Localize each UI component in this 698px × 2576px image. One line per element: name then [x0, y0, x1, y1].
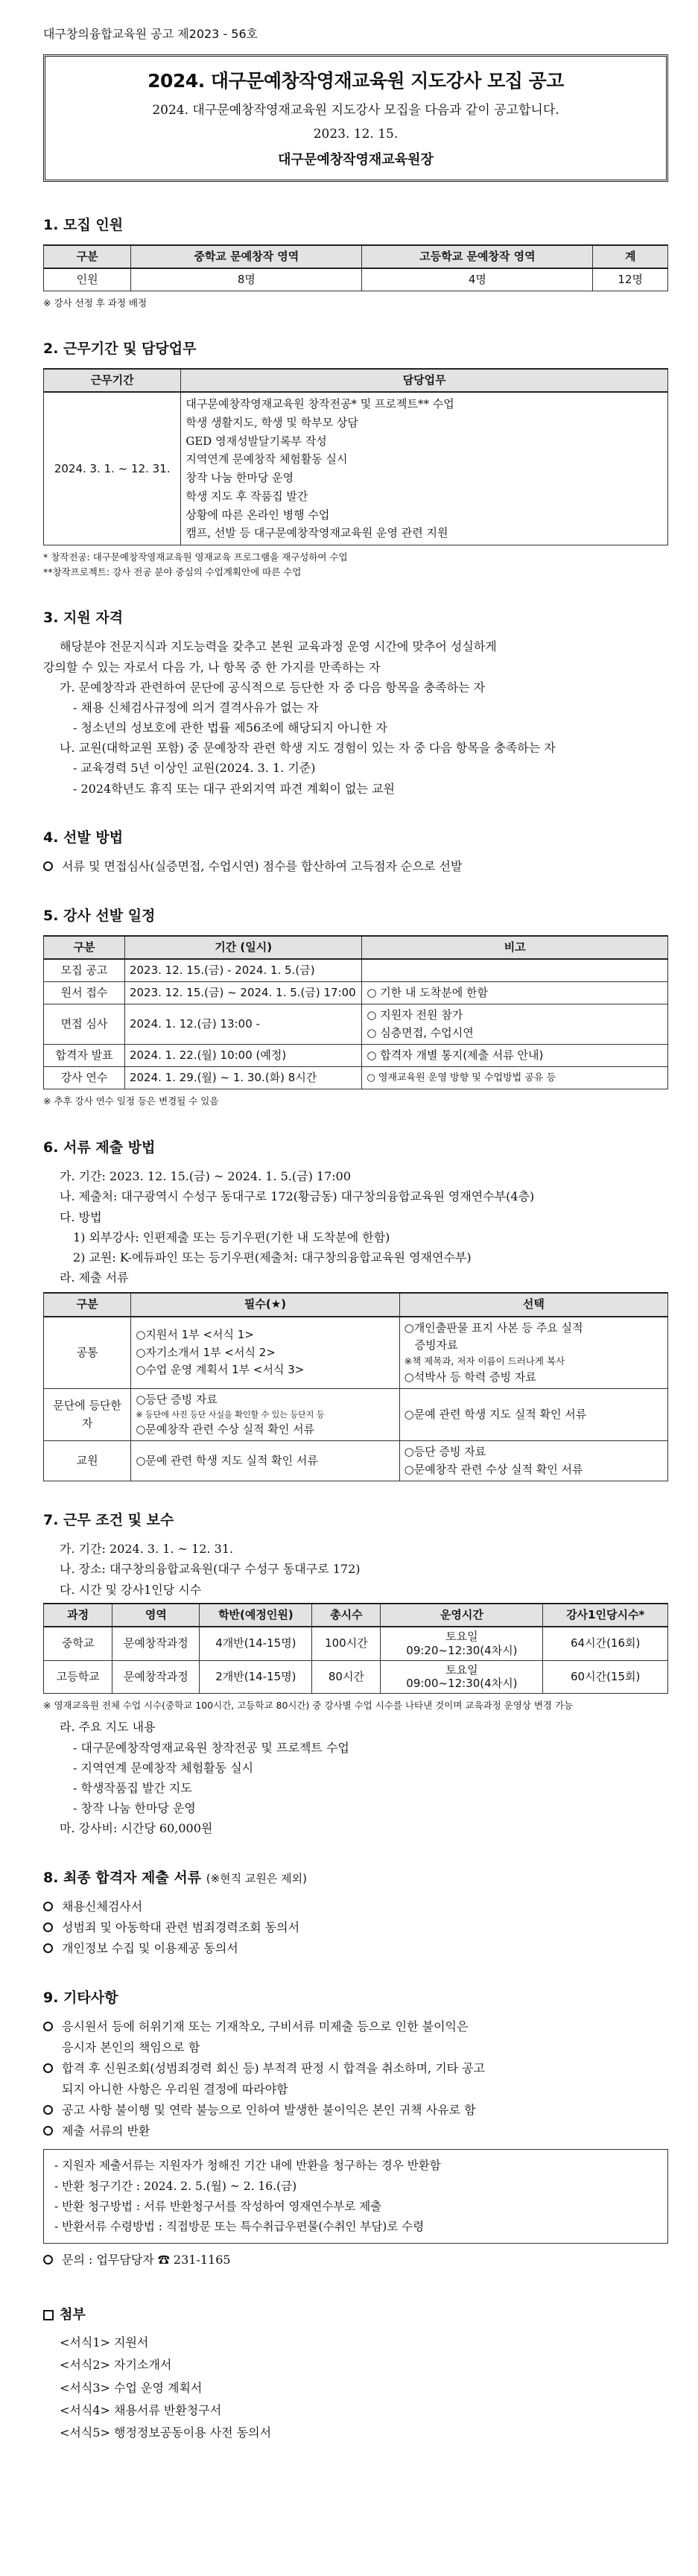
table-cell: 교원 [44, 1441, 131, 1481]
misc-text [62, 2058, 668, 2100]
attachment-item: <서식5> 행정정보공동이용 사전 동의서 [60, 2425, 272, 2440]
table-cell: ○ 기한 내 도착분에 한함 [362, 982, 668, 1004]
doc-item: ※책 제목과, 저자 이름이 드러나게 복사 [404, 1355, 565, 1367]
section-final-docs-title [43, 1867, 668, 1889]
table-row [44, 268, 668, 291]
conditions-line: - 창작 나눔 한마당 운영 [73, 1801, 196, 1816]
table-header: 구분 [44, 1293, 131, 1316]
attachments-list [43, 2332, 668, 2445]
table-row [44, 1317, 668, 1389]
misc-line: 공고 사항 불이행 및 연락 불능으로 인하여 발생한 불이익은 본인 귀책 사유로 함 [62, 2103, 476, 2118]
submission-line: 2) 교원: K-에듀파인 또는 등기우편(제출처: 대구창의융합교육원 영재연수부) [73, 1250, 472, 1265]
table-cell: 인원 [44, 268, 131, 291]
table-cell [362, 959, 668, 982]
time-text: 09:00~12:30(4차시) [406, 1677, 518, 1691]
section-selection-method-title: 4. 선발 방법 [43, 829, 124, 846]
doc-item: ○수업 운영 계획서 1부 <서식 3> [136, 1362, 305, 1376]
table-row [44, 1044, 668, 1066]
optional-docs [399, 1317, 667, 1389]
table-cell: 4명 [362, 268, 593, 291]
final-doc-text: 채용신체검사서 [62, 1899, 143, 1914]
return-info-box [43, 2149, 668, 2244]
return-line: - 반환 청구방법 : 서류 반환청구서를 작성하여 영재연수부로 제출 [54, 2199, 382, 2213]
final-doc-item [43, 1938, 668, 1959]
qualification-line: - 2024학년도 휴직 또는 대구 관외지역 파견 계획이 없는 교원 [73, 781, 395, 796]
section-conditions-title: 7. 근무 조건 및 보수 [43, 1511, 174, 1528]
doc-item: 증빙자료 [414, 1338, 458, 1352]
table-row [44, 392, 668, 545]
doc-item: ○개인출판물 표지 사본 등 주요 실적 [404, 1320, 583, 1335]
attachment-item: <서식3> 수업 운영 계획서 [60, 2380, 203, 2395]
misc-text [62, 2016, 668, 2058]
qualification-line: 강의할 수 있는 자로서 다음 가, 나 항목 중 한 가지를 만족하는 자 [43, 659, 381, 674]
title-box [43, 54, 668, 182]
table-header: 구분 [44, 936, 125, 959]
table-cell: 8명 [131, 268, 362, 291]
required-docs [131, 1317, 399, 1389]
conditions-line: 마. 강사비: 시간당 60,000원 [60, 1821, 213, 1836]
table-cell [381, 1660, 543, 1694]
inquiry [43, 2250, 668, 2270]
misc-item [43, 2058, 668, 2100]
table-cell: 공통 [44, 1317, 131, 1389]
table-header: 필수(★) [131, 1293, 399, 1316]
misc-line: 제출 서류의 반환 [62, 2124, 150, 2139]
table-cell: 문예창작과정 [112, 1627, 200, 1660]
table-cell: 문예창작과정 [112, 1660, 200, 1694]
table-cell: 문단에 등단한 자 [44, 1388, 131, 1441]
doc-item: ○문예창작 관련 수상 실적 확인 서류 [404, 1462, 583, 1476]
table-cell: ○ 합격자 개별 통지(제출 서류 안내) [362, 1044, 668, 1066]
submission-line: 1) 외부강사: 인편제출 또는 등기우편(기한 내 도착분에 한함) [73, 1230, 390, 1244]
table-cell: 60시간(15회) [543, 1660, 668, 1694]
duty-item: 학생 지도 후 작품집 발간 [185, 489, 308, 503]
table-cell: 80시간 [312, 1660, 381, 1694]
table-cell: 2024. 1. 22.(월) 10:00 (예정) [124, 1044, 361, 1066]
section-qualification-title: 3. 지원 자격 [43, 609, 124, 626]
section-misc-title: 9. 기타사항 [43, 1989, 118, 2006]
table-header: 총시수 [312, 1604, 381, 1627]
return-line: - 지원자 제출서류는 지원자가 청해진 기간 내에 반환을 청구하는 경우 반환함 [54, 2159, 441, 2173]
hours-table [43, 1603, 668, 1694]
doc-item: ※ 등단에 사진 등단 사실을 확인할 수 있는 등단지 등 [136, 1410, 325, 1420]
qualification-line: - 교육경력 5년 이상인 교원(2024. 3. 1. 기준) [73, 761, 316, 776]
doc-item: ○문예 관련 학생 지도 실적 확인 서류 [136, 1453, 318, 1467]
conditions-line: 라. 주요 지도 내용 [60, 1720, 156, 1735]
circle-bullet-icon [43, 2255, 53, 2265]
attachments-title [43, 2305, 668, 2326]
misc-line: 되지 아니한 사항은 우리원 결정에 따라야함 [62, 2082, 288, 2097]
inquiry-text: 문의 : 업무담당자 ☎ 231-1165 [62, 2252, 231, 2267]
work-period: 2024. 3. 1. ~ 12. 31. [44, 392, 181, 545]
hours-note: ※ 영재교육원 전체 수업 시수(중학교 100시간, 고등학교 80시간) 중 강사별 수업 시수를 나타낸 것이며 교육과정 운영상 변경 가능 [43, 1700, 574, 1712]
table-row [44, 1660, 668, 1694]
table-cell: 64시간(16회) [543, 1627, 668, 1660]
misc-line: 합격 후 신원조회(성범죄경력 회신 등) 부적격 판정 시 합격을 취소하며, 기타 공고 [62, 2061, 486, 2076]
doc-item: ○자기소개서 1부 <서식 2> [136, 1345, 276, 1359]
duty-item: 창작 나눔 한마당 운영 [185, 471, 294, 485]
recruitment-note: ※ 강사 선정 후 과정 배정 [43, 297, 147, 309]
duty-item: 대구문예창작영재교육원 창작전공* 및 프로젝트** 수업 [185, 397, 454, 411]
qualification-line: - 청소년의 성보호에 관한 법률 제56조에 해당되지 아니한 자 [73, 721, 387, 735]
table-header: 비고 [362, 936, 668, 959]
table-header: 강사1인당시수* [543, 1604, 668, 1627]
qualification-line: 나. 교원(대학교원 포함) 중 문예창작 관련 학생 지도 경험이 있는 자 중 다음 항목을 충족하는 자 [60, 741, 556, 756]
time-text: 09:20~12:30(4차시) [406, 1643, 518, 1657]
attachments-title-text: 첨부 [60, 2306, 86, 2323]
qualification-line: - 채용 신체검사규정에 의거 결격사유가 없는 자 [73, 700, 319, 715]
doc-item: ○지원서 1부 <서식 1> [136, 1328, 254, 1342]
duties-notes [43, 550, 668, 579]
qualification-line: 해당분야 전문지식과 지도능력을 갖추고 본원 교육과정 운영 시간에 맞추어 성실하게 [60, 639, 497, 654]
duties-list [181, 392, 668, 545]
required-docs [131, 1388, 399, 1441]
table-cell: 고등학교 [44, 1660, 112, 1694]
remark-line: ○ 심층면접, 수업시연 [367, 1025, 474, 1039]
circle-bullet-icon [43, 1943, 53, 1953]
conditions-line: - 대구문예창작영재교육원 창작전공 및 프로젝트 수업 [73, 1740, 349, 1755]
table-cell: 2개반(14-15명) [200, 1660, 312, 1694]
table-row [44, 1441, 668, 1481]
required-docs [131, 1441, 399, 1481]
circle-bullet-icon [43, 1922, 53, 1932]
table-cell: 2023. 12. 15.(금) - 2024. 1. 5.(금) [124, 959, 361, 982]
table-row [44, 1388, 668, 1441]
table-header: 운영시간 [381, 1604, 543, 1627]
table-cell [381, 1627, 543, 1660]
documents-table [43, 1292, 668, 1481]
misc-item [43, 2100, 668, 2121]
circle-bullet-icon [43, 2126, 53, 2136]
doc-item: ○등단 증빙 자료 [404, 1445, 486, 1459]
optional-docs [399, 1441, 667, 1481]
circle-bullet-icon [43, 861, 53, 871]
table-cell: 4개반(14-15명) [200, 1627, 312, 1660]
section-schedule-title: 5. 강사 선발 일정 [43, 908, 156, 925]
conditions-line: 나. 장소: 대구창의융합교육원(대구 수성구 동대구로 172) [60, 1562, 361, 1577]
misc-line: 응시원서 등에 허위기재 또는 기재착오, 구비서류 미제출 등으로 인한 불이익은 [62, 2019, 469, 2034]
table-header: 학반(예정인원) [200, 1604, 312, 1627]
duty-item: 지역연계 문예창작 체험활동 실시 [185, 452, 348, 466]
table-cell: 2024. 1. 29.(월) ~ 1. 30.(화) 8시간 [124, 1067, 361, 1089]
misc-item [43, 2121, 668, 2142]
attachment-item: <서식4> 채용서류 반환청구서 [60, 2402, 222, 2417]
conditions-line: 다. 시간 및 강사1인당 시수 [60, 1582, 202, 1597]
table-cell: 합격자 발표 [44, 1044, 125, 1066]
circle-bullet-icon [43, 1902, 53, 1911]
table-cell: 중학교 [44, 1627, 112, 1660]
schedule-note: ※ 추후 강사 연수 일정 등은 변경될 수 있음 [43, 1095, 219, 1107]
submission-line: 나. 제출처: 대구광역시 수성구 동대구로 172(황금동) 대구창의융합교육원 영재연수부(4층) [60, 1189, 535, 1204]
table-row [44, 1004, 668, 1045]
final-doc-text: 성범죄 및 아동학대 관련 범죄경력조회 동의서 [62, 1920, 300, 1934]
circle-bullet-icon [43, 2063, 53, 2073]
duty-item: 상황에 따른 온라인 병행 수업 [185, 507, 330, 522]
optional-docs [399, 1388, 667, 1441]
selection-method [43, 856, 668, 877]
table-header: 기간 (일시) [124, 936, 361, 959]
attachment-item: <서식2> 자기소개서 [60, 2358, 172, 2373]
table-header: 영역 [112, 1604, 200, 1627]
remark-line: ○ 지원자 전원 참가 [367, 1008, 463, 1022]
conditions-line: - 학생작품집 발간 지도 [73, 1780, 192, 1795]
recruitment-table [43, 244, 668, 292]
misc-item [43, 2016, 668, 2058]
table-header: 과정 [44, 1604, 112, 1627]
duty-item: 캠프, 선발 등 대구문예창작영재교육원 운영 관련 지원 [185, 526, 448, 540]
duties-table [43, 368, 668, 545]
section-recruitment-title: 1. 모집 인원 [43, 217, 124, 234]
square-bullet-icon [43, 2310, 54, 2320]
submission-line: 라. 제출 서류 [60, 1270, 129, 1285]
table-header: 계 [593, 245, 668, 268]
day-text: 토요일 [445, 1630, 478, 1644]
table-cell: ○ 영재교육원 운영 방향 및 수업방법 공유 등 [362, 1067, 668, 1089]
doc-item: ○문예창작 관련 수상 실적 확인 서류 [136, 1423, 315, 1437]
qualification-line: 가. 문예창작과 관련하여 문단에 공식적으로 등단한 자 중 다음 항목을 충족하는 자 [60, 680, 486, 694]
final-doc-item [43, 1917, 668, 1938]
day-text: 토요일 [445, 1662, 478, 1677]
table-cell: 면접 심사 [44, 1004, 125, 1045]
final-docs-title-note: (※현직 교원은 제외) [206, 1871, 307, 1885]
submission-line: 다. 방법 [60, 1209, 102, 1224]
selection-method-text: 서류 및 면접심사(실증면접, 수업시연) 점수를 합산하여 고득점자 순으로 선발 [62, 859, 463, 874]
table-header: 근무기간 [44, 369, 181, 392]
duty-item: 학생 생활지도, 학생 및 학부모 상담 [185, 415, 358, 429]
doc-item: ○문예 관련 학생 지도 실적 확인 서류 [404, 1407, 587, 1421]
return-line: - 반환 청구기간 : 2024. 2. 5.(월) ~ 2. 16.(금) [54, 2179, 297, 2193]
footnote: **창작프로젝트: 강사 전공 분야 중심의 수업계획안에 따른 수업 [43, 566, 302, 577]
doc-item: ○석박사 등 학력 증빙 자료 [404, 1370, 536, 1384]
announcement-date: 2023. 12. 15. [313, 126, 399, 142]
final-doc-text: 개인정보 수집 및 이용제공 동의서 [62, 1940, 238, 1955]
table-row [44, 1067, 668, 1089]
conditions-body [43, 1539, 668, 1600]
table-header: 구분 [44, 245, 131, 268]
attachment-item: <서식1> 지원서 [60, 2335, 149, 2349]
table-cell: 12명 [593, 268, 668, 291]
table-cell: 100시간 [312, 1627, 381, 1660]
conditions-body-2 [43, 1717, 668, 1838]
final-doc-item [43, 1896, 668, 1917]
doc-item: ○등단 증빙 자료 [136, 1392, 218, 1406]
misc-line: 응시자 본인의 책임으로 함 [62, 2040, 200, 2055]
table-row [44, 959, 668, 982]
table-cell [362, 1004, 668, 1045]
table-cell: 원서 접수 [44, 982, 125, 1004]
final-docs-title-text: 8. 최종 합격자 제출 서류 [43, 1869, 202, 1886]
schedule-table [43, 935, 668, 1090]
table-cell: 2024. 1. 12.(금) 13:00 - [124, 1004, 361, 1045]
conditions-line: 가. 기간: 2024. 3. 1. ~ 12. 31. [60, 1542, 234, 1557]
table-row [44, 1627, 668, 1660]
issuing-organization: 대구문예창작영재교육원장 [278, 152, 434, 168]
table-header: 중학교 문예창작 영역 [131, 245, 362, 268]
submission-body [43, 1166, 668, 1288]
section-submission-title: 6. 서류 제출 방법 [43, 1139, 156, 1156]
table-header: 고등학교 문예창작 영역 [362, 245, 593, 268]
table-header: 담당업무 [181, 369, 668, 392]
intro-text: 2024. 대구문예창작영재교육원 지도강사 모집을 다음과 같이 공고합니다. [152, 102, 559, 118]
return-line: - 반환서류 수령방법 : 직접방문 또는 특수취급우편물(수취인 부담)로 수령 [54, 2219, 425, 2233]
document-number: 대구창의융합교육원 공고 제2023 - 56호 [43, 27, 258, 41]
footnote: * 창작전공: 대구문예창작영재교육원 영재교육 프로그램을 재구성하여 수업 [43, 551, 348, 563]
page-title: 2024. 대구문예창작영재교육원 지도강사 모집 공고 [147, 69, 564, 92]
table-cell: 2023. 12. 15.(금) ~ 2024. 1. 5.(금) 17:00 [124, 982, 361, 1004]
table-cell: 모집 공고 [44, 959, 125, 982]
submission-line: 가. 기간: 2023. 12. 15.(금) ~ 2024. 1. 5.(금) 17:00 [60, 1169, 352, 1184]
conditions-line: - 지역연계 문예창작 체험활동 실시 [73, 1760, 254, 1775]
duty-item: GED 영재성발달기록부 작성 [185, 434, 327, 448]
table-row [44, 982, 668, 1004]
qualification-body [43, 636, 668, 799]
section-duties-title: 2. 근무기간 및 담당업무 [43, 341, 197, 358]
circle-bullet-icon [43, 2105, 53, 2115]
table-cell: 강사 연수 [44, 1067, 125, 1089]
table-header: 선택 [399, 1293, 667, 1316]
circle-bullet-icon [43, 2022, 53, 2031]
